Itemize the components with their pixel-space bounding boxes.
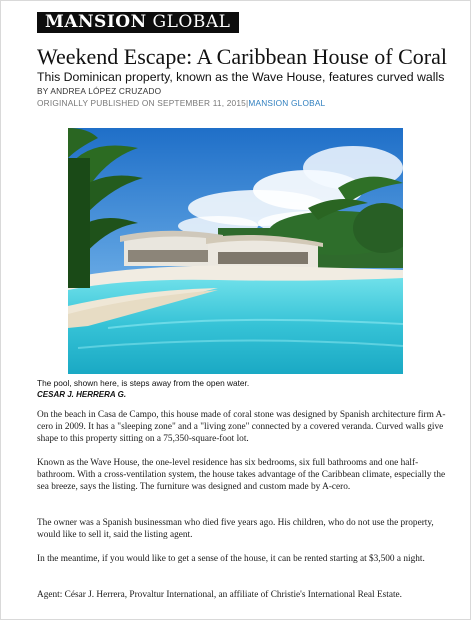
pool-house-illustration (68, 128, 403, 374)
photo-caption: The pool, shown here, is steps away from the open water. (37, 378, 250, 388)
logo-word-global: GLOBAL (146, 12, 231, 32)
source-link[interactable]: MANSION GLOBAL (248, 98, 326, 108)
body-paragraph-2: Known as the Wave House, the one-level residence has six bedrooms, six full bathrooms and one half-bathroom. With a cross-ventilation system, the house takes advantage of the Caribbean climate, especially the sea breeze, says the listing. The furniture was designed and custom made by A-cero. (37, 458, 446, 492)
body-paragraph-4: In the meantime, if you would like to get a sense of the house, it can be rented starting at $3,500 a night. (37, 554, 425, 564)
article-photo (68, 128, 403, 374)
article-byline: BY ANDREA LÓPEZ CRUZADO (37, 86, 162, 96)
body-paragraph-3: The owner was a Spanish businessman who died five years ago. His children, who do not use the property, would like to sell it, said the listing agent. (37, 518, 434, 540)
article-dek: This Dominican property, known as the Wave House, features curved walls (37, 70, 445, 84)
published-line (37, 98, 325, 108)
mansion-global-logo[interactable] (37, 12, 239, 33)
article-headline: Weekend Escape: A Caribbean House of Coral (37, 44, 447, 69)
photo-credit: CESAR J. HERRERA G. (37, 390, 127, 399)
logo-word-mansion: MANSION (45, 12, 147, 32)
published-separator: | (245, 98, 249, 108)
body-paragraph-1: On the beach in Casa de Campo, this house made of coral stone was designed by Spanish architecture firm A-cero in 2009. It has a "sleeping zone" and a "living zone" connected by a covered veranda. Curved walls give shape to this property sitting on a 75,350-square-foot lot. (37, 410, 446, 444)
published-date: ORIGINALLY PUBLISHED ON SEPTEMBER 11, 2015 (37, 98, 246, 108)
body-paragraph-5: Agent: César J. Herrera, Provaltur International, an affiliate of Christie's International Real Estate. (37, 590, 402, 600)
